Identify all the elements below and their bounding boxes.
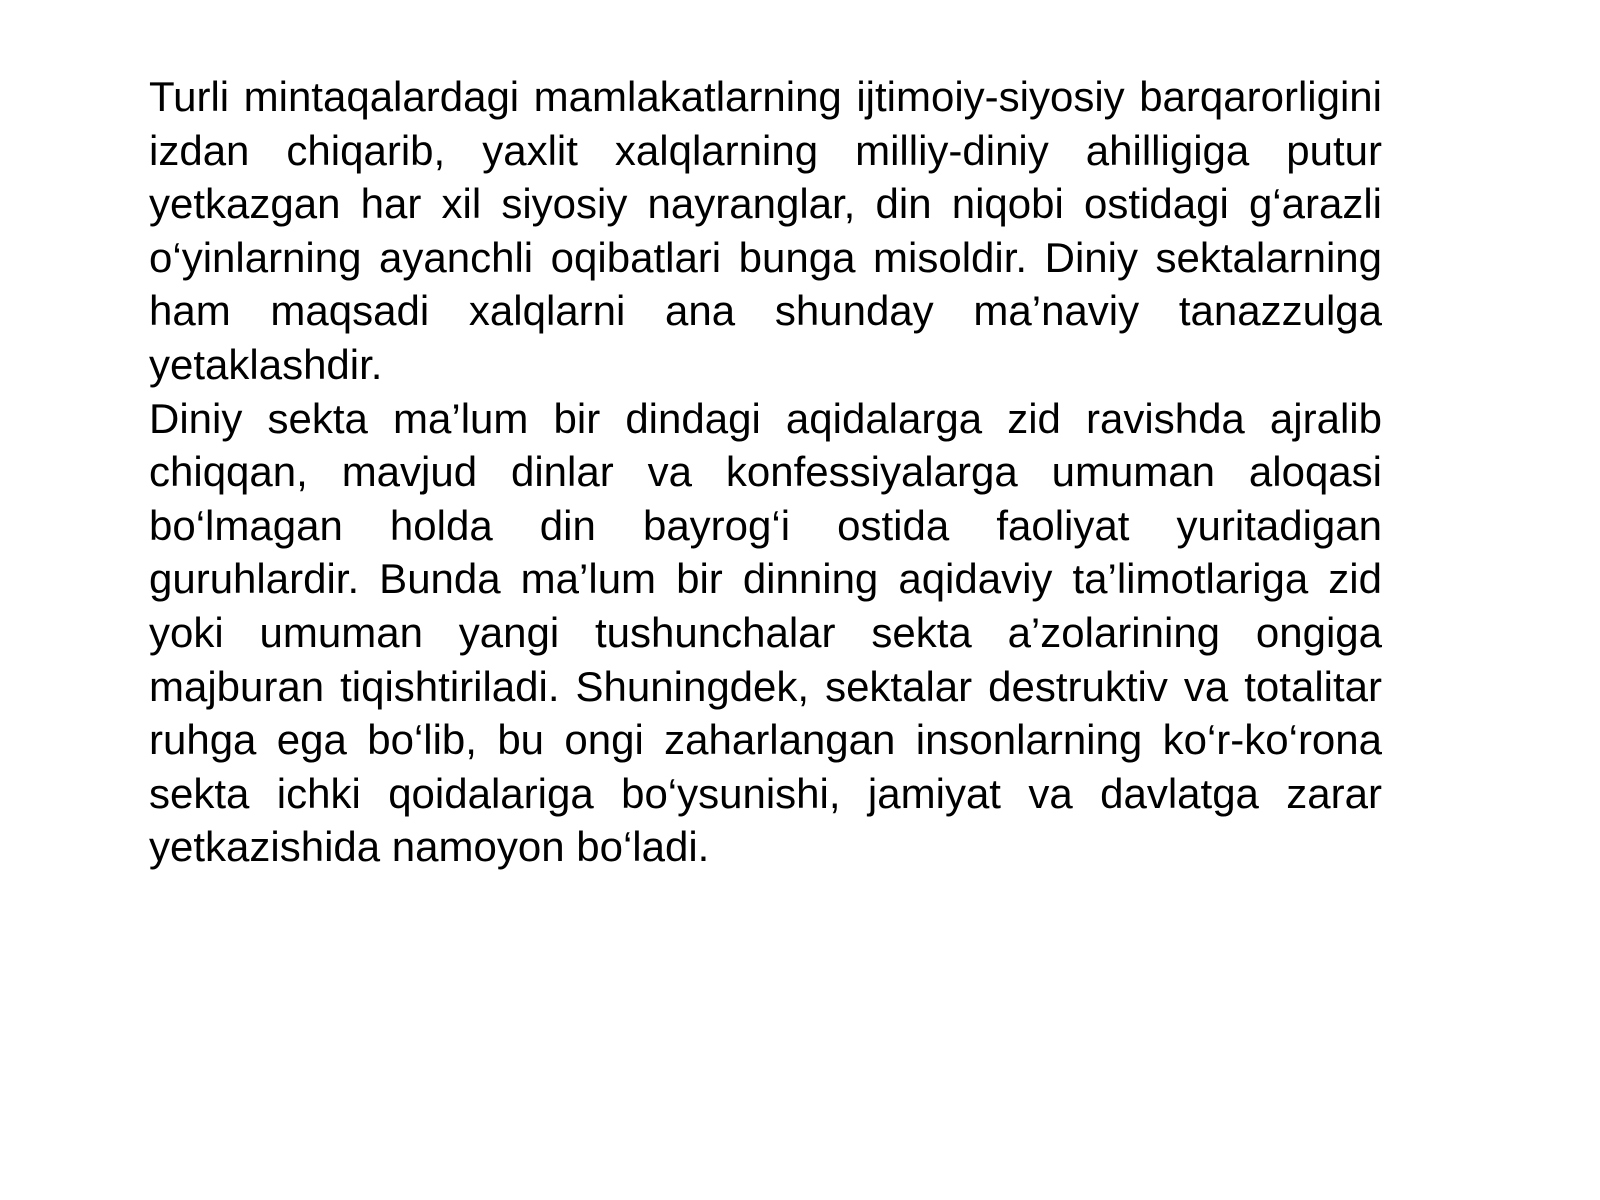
body-text <box>149 70 1382 874</box>
paragraph-1: Turli mintaqalardagi mamlakatlarning ijtimoiy-siyosiy barqarorligini izdan chiqarib, yaxlit xalqlarning milliy-diniy ahilligiga putur yetkazgan har xil siyosiy nayranglar, din niqobi ostidagi g‘arazli o‘yinlarning ayanchli oqibatlari bunga misoldir. Diniy sektalarning ham maqsadi xalqlarni ana shunday ma’naviy tanazzulga yetaklashdir. <box>149 73 1382 388</box>
paragraph-2: Diniy sekta ma’lum bir dindagi aqidalarga zid ravishda ajralib chiqqan, mavjud dinlar va konfessiyalarga umuman aloqasi bo‘lmagan holda din bayrog‘i ostida faoliyat yuritadigan guruhlardir. Bunda ma’lum bir dinning aqidaviy ta’limotlariga zid yoki umuman yangi tushunchalar sekta a’zolarining ongiga majburan tiqishtiriladi. Shuningdek, sektalar destruktiv va totalitar ruhga ega bo‘lib, bu ongi zaharlangan insonlarning ko‘r-ko‘rona sekta ichki qoidalariga bo‘ysunishi, jamiyat va davlatga zarar yetkazishida namoyon bo‘ladi. <box>149 394 1382 871</box>
